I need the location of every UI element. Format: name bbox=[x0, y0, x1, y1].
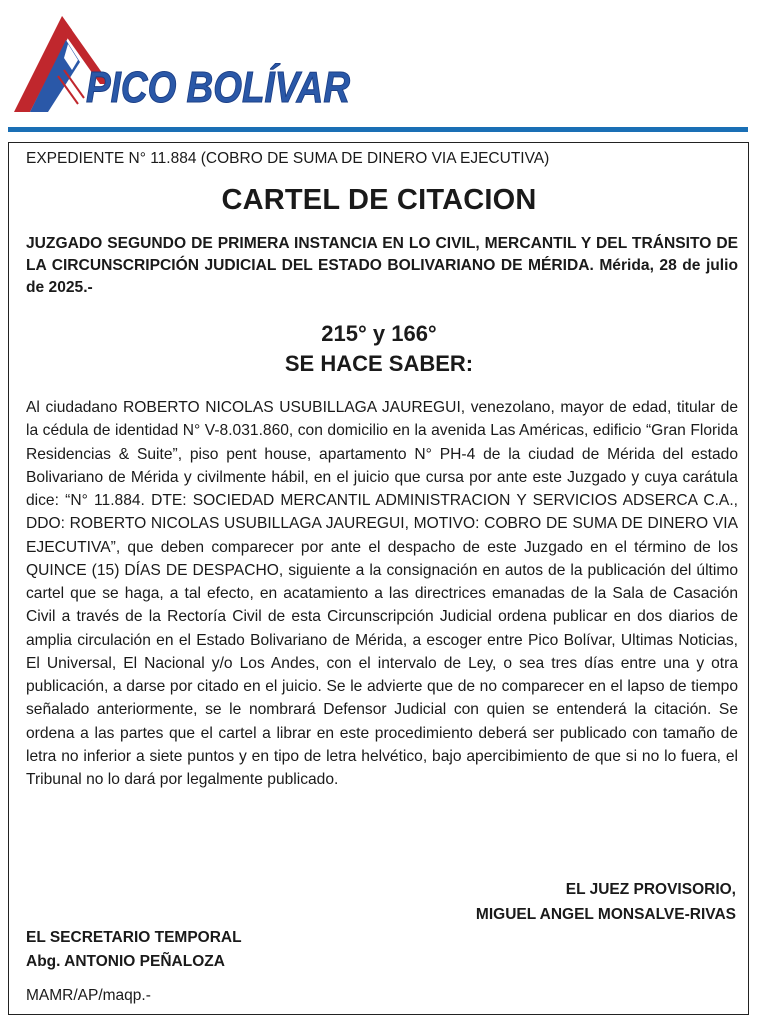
judge-title: EL JUEZ PROVISORIO, bbox=[565, 881, 736, 898]
case-number: EXPEDIENTE N° 11.884 (COBRO DE SUMA DE DINERO VIA EJECUTIVA) bbox=[26, 150, 550, 167]
notice-title: CARTEL DE CITACION bbox=[221, 184, 537, 216]
newspaper-logo bbox=[8, 6, 401, 118]
document-initials: MAMR/AP/maqp.- bbox=[26, 987, 151, 1004]
header-divider bbox=[8, 127, 748, 132]
notice-body: Al ciudadano ROBERTO NICOLAS USUBILLAGA JAUREGUI, venezolano, mayor de edad, titular de la cédula de identidad N° V-8.031.860, con domicilio en la avenida Las Américas, edificio “Gran Florida Residencias & Suite”, piso pent house, apartamento N° PH-4 de la ciudad de Mérida del estado Bolivariano de Mérida y civilmente hábil, en el juicio que cursa por ante este Juzgado y cuya carátula dice: “N° 11.884. DTE: SOCIEDAD MERCANTIL ADMINISTRACION Y SERVICIOS ADSERCA C.A., DDO: ROBERTO NICOLAS USUBILLAGA JAUREGUI, MOTIVO: COBRO DE SUMA DE DINERO VIA EJECUTIVA”, que deben comparecer por ante el despacho de este Juzgado en el término de los QUINCE (15) DÍAS DE DESPACHO, siguiente a la consignación en autos de la publicación del último cartel que se haga, a tal efecto, en acatamiento a las directrices emanadas de la Sala de Casación Civil a través de la Rectoría Civil de esta Circunscripción Judicial ordena publicar en dos diarios de amplia circulación en el Estado Bolivariano de Mérida, a escoger entre Pico Bolívar, Ultimas Noticias, El Universal, El Nacional y/o Los Andes, con el intervalo de Ley, o sea tres días entre una y otra publicación, a darse por citado en el juicio. Se le advierte que de no comparecer en el lapso de tiempo señalado anteriormente, se le nombrará Defensor Judicial con quien se entenderá la citación. Se ordena a las partes que el cartel a librar en este procedimiento deberá ser publicado con tamaño de letra no inferior a siete puntos y en tipo de letra helvético, bajo apercibimiento de que si no lo fuera, el Tribunal no lo dará por legalmente publicado. bbox=[26, 399, 738, 788]
secretary-name: Abg. ANTONIO PEÑALOZA bbox=[26, 953, 225, 970]
secretary-title: EL SECRETARIO TEMPORAL bbox=[26, 929, 242, 946]
mountain-logo-graphic bbox=[8, 6, 401, 118]
secretary-signature bbox=[26, 926, 242, 974]
judge-name: MIGUEL ANGEL MONSALVE-RIVAS bbox=[475, 906, 736, 923]
announcement-line: SE HACE SABER: bbox=[284, 351, 474, 376]
years-block bbox=[0, 319, 758, 379]
logo-wordmark: PICO BOLÍVAR bbox=[86, 63, 401, 112]
judge-signature bbox=[476, 877, 736, 927]
court-heading: JUZGADO SEGUNDO DE PRIMERA INSTANCIA EN LO CIVIL, MERCANTIL Y DEL TRÁNSITO DE LA CIRCUNSCRIPCIÓN JUDICIAL DEL ESTADO BOLIVARIANO DE MÉRIDA. Mérida, 28 de julio de 2025.- bbox=[26, 235, 738, 296]
years-line: 215° y 166° bbox=[321, 321, 437, 346]
